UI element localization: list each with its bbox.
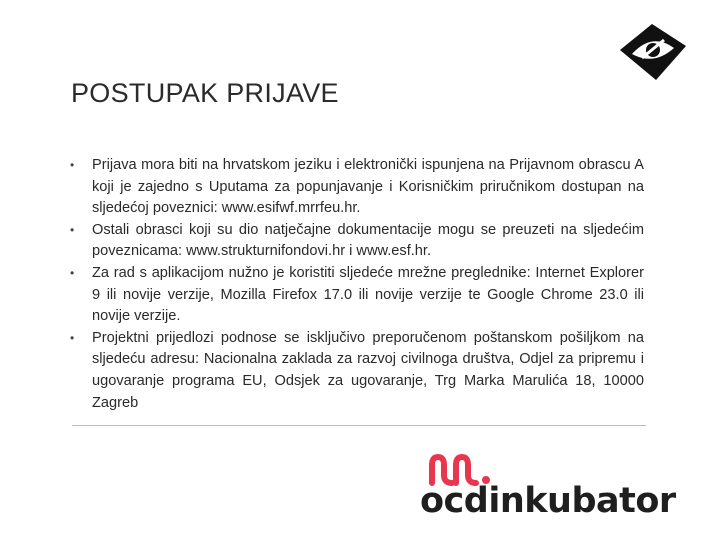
list-item-text: Za rad s aplikacijom nužno je koristiti sljedeće mrežne preglednike: Internet Explorer 9 ili novije verzije, Mozilla Firefox 17.0 ili novije verzije te Google Chrome 23.0 ili novije verzije.	[92, 264, 644, 325]
page-title: POSTUPAK PRIJAVE	[71, 78, 339, 108]
list-item	[70, 328, 644, 414]
bullet-icon: •	[70, 330, 75, 345]
bullet-icon: •	[70, 222, 75, 237]
bullet-icon: •	[70, 265, 75, 280]
bullet-list	[70, 155, 644, 414]
list-item-text: Prijava mora biti na hrvatskom jeziku i elektronički ispunjena na Prijavnom obrascu A koji je zajedno s Uputama za popunjavanje i Korisničkim priručnikom dostupan na sljedećoj poveznici: www.esifwf.mrrfeu.hr.	[92, 157, 644, 217]
list-item	[70, 155, 644, 220]
bullet-icon: •	[70, 158, 75, 172]
list-item-text: Projektni prijedlozi podnose se isključivo preporučenom poštanskom pošiljkom na sljedeću adresu: Nacionalna zaklada za razvoj civilnoga društva, Odjel za pripremu i ugovaranje programa EU, Odsjek za ugovaranje, Trg Marka Marulića 18, 10000 Zagreb	[92, 329, 644, 411]
divider	[72, 425, 646, 426]
list-item	[70, 220, 644, 263]
list-item	[70, 263, 644, 328]
brand-logo	[420, 453, 690, 523]
eye-diamond-logo-icon	[612, 20, 692, 84]
list-item-text: Ostali obrasci koji su dio natječajne dokumentacije mogu se preuzeti na sljedećim poveznicama: www.strukturnifondovi.hr i www.esf.hr.	[92, 221, 644, 260]
brand-wordmark: ocdinkubator	[420, 481, 676, 521]
